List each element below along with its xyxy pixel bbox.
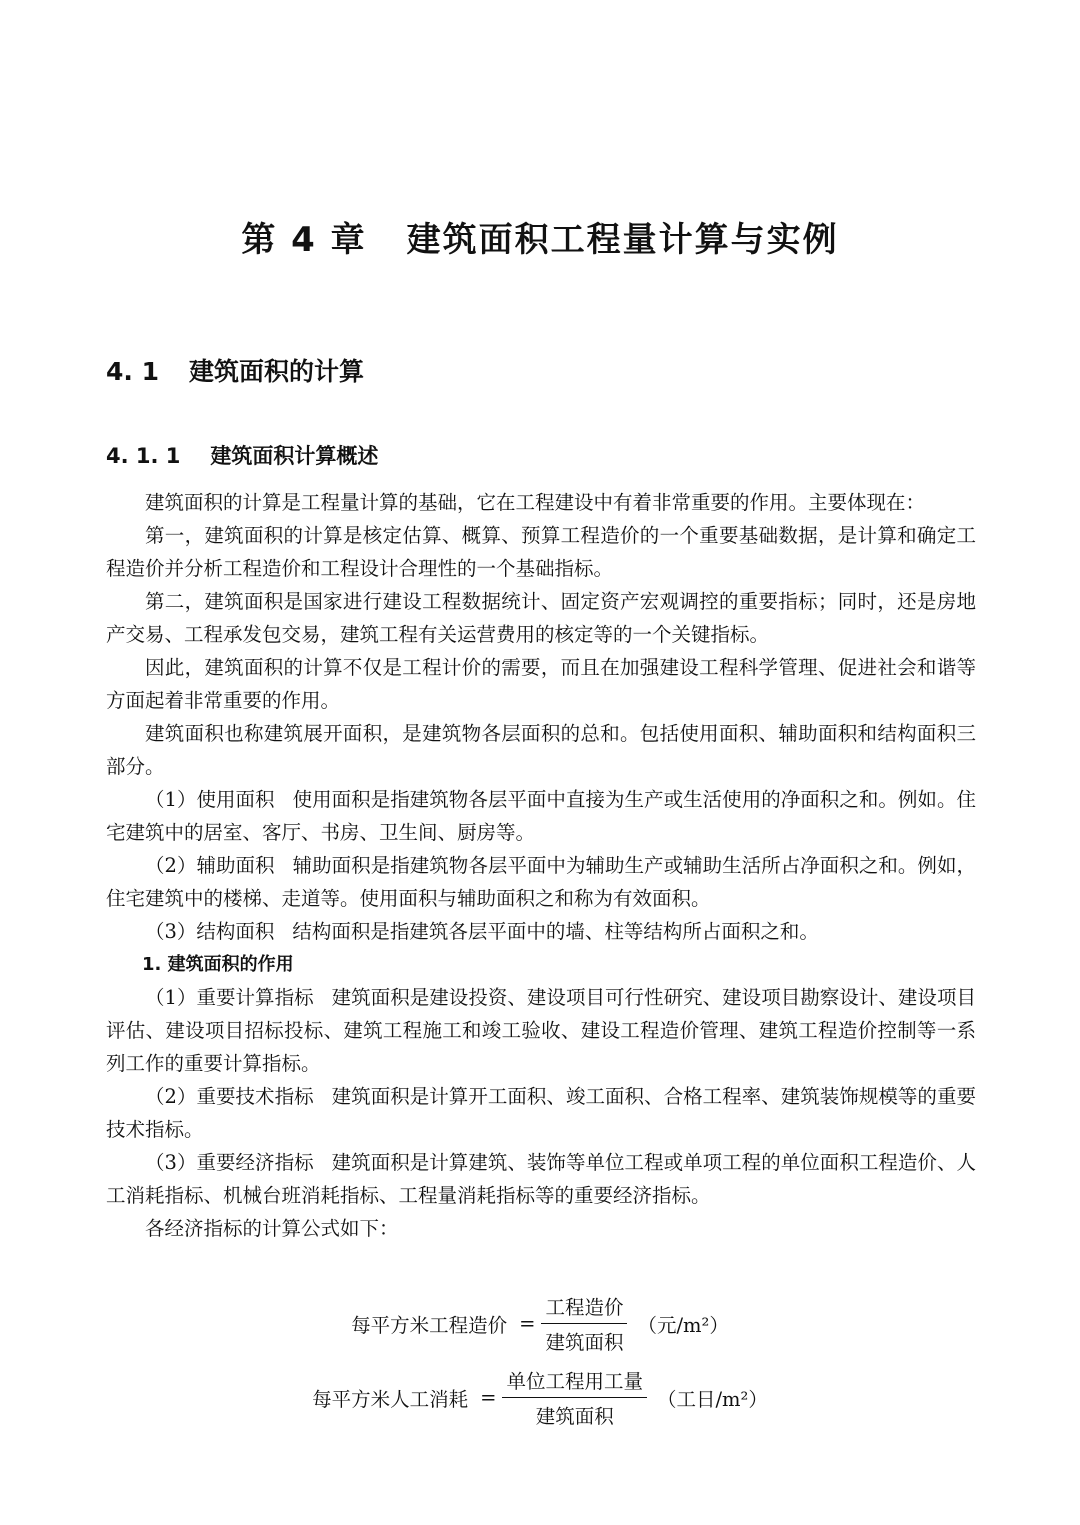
subsection-name: 建筑面积计算概述 bbox=[210, 444, 379, 468]
formula-lhs: 每平方米人工消耗 bbox=[312, 1387, 469, 1411]
item-label: （1）重要计算指标 bbox=[145, 986, 314, 1009]
item-label: （2）重要技术指标 bbox=[145, 1085, 314, 1108]
role-calculation-index bbox=[106, 981, 976, 1080]
formula-unit: （元/m²） bbox=[637, 1313, 729, 1337]
item-text: 结构面积是指建筑各层平面中的墙、柱等结构所占面积之和。 bbox=[292, 920, 819, 943]
subsection-heading bbox=[106, 438, 378, 474]
formula-numerator: 单位工程用工量 bbox=[502, 1366, 647, 1398]
item-label: （1）使用面积 bbox=[145, 788, 275, 811]
item-label: （3）结构面积 bbox=[145, 920, 275, 943]
subsection-number: 4. 1. 1 bbox=[106, 444, 181, 468]
formula-fraction bbox=[541, 1292, 627, 1355]
section-number: 4. 1 bbox=[106, 357, 159, 386]
formula-unit: （工日/m²） bbox=[656, 1387, 768, 1411]
formula-equals: = bbox=[519, 1312, 536, 1335]
chapter-name: 建筑面积工程量计算与实例 bbox=[406, 220, 839, 260]
formula-fraction bbox=[502, 1366, 647, 1429]
formula-cost-per-sqm bbox=[0, 1292, 1080, 1355]
role-technical-index bbox=[106, 1080, 976, 1146]
paragraph-first: 第一，建筑面积的计算是核定估算、概算、预算工程造价的一个重要基础数据，是计算和确定工程造价并分析工程造价和工程设计合理性的一个基础指标。 bbox=[106, 524, 976, 580]
section-name: 建筑面积的计算 bbox=[189, 357, 365, 386]
item-text: 辅助面积是指建筑物各层平面中为辅助生产或辅助生活所占净面积之和。例如，住宅建筑中的楼梯、走道等。使用面积与辅助面积之和称为有效面积。 bbox=[106, 854, 976, 910]
formula-labor-per-sqm bbox=[0, 1366, 1080, 1429]
section-heading bbox=[106, 352, 364, 392]
chapter-title bbox=[0, 212, 1080, 268]
formula-denominator: 建筑面积 bbox=[535, 1405, 614, 1428]
item-text: 建筑面积是计算开工面积、竣工面积、合格工程率、建筑装饰规模等的重要技术指标。 bbox=[106, 1085, 976, 1141]
formula-denominator: 建筑面积 bbox=[545, 1331, 624, 1354]
formula-equals: = bbox=[480, 1386, 497, 1409]
item-text: 建筑面积是计算建筑、装饰等单位工程或单项工程的单位面积工程造价、人工消耗指标、机械台班消耗指标、工程量消耗指标等的重要经济指标。 bbox=[106, 1151, 976, 1207]
heading-role: 1. 建筑面积的作用 bbox=[142, 954, 294, 975]
item-auxiliary-area bbox=[106, 849, 976, 915]
chapter-number: 第 4 章 bbox=[241, 220, 367, 260]
paragraph-therefore: 因此，建筑面积的计算不仅是工程计价的需要，而且在加强建设工程科学管理、促进社会和谐等方面起着非常重要的作用。 bbox=[106, 656, 976, 712]
item-label: （3）重要经济指标 bbox=[145, 1151, 314, 1174]
formula-lhs: 每平方米工程造价 bbox=[351, 1313, 508, 1337]
role-economic-index bbox=[106, 1146, 976, 1212]
item-structural-area bbox=[106, 915, 976, 948]
item-text: 使用面积是指建筑物各层平面中直接为生产或生活使用的净面积之和。例如。住宅建筑中的居室、客厅、书房、卫生间、厨房等。 bbox=[106, 788, 976, 844]
item-text: 建筑面积是建设投资、建设项目可行性研究、建设项目勘察设计、建设项目评估、建设项目招标投标、建筑工程施工和竣工验收、建设工程造价管理、建筑工程造价控制等一系列工作的重要计算指标。 bbox=[106, 986, 976, 1075]
body-text bbox=[106, 486, 976, 1245]
paragraph-formula-intro: 各经济指标的计算公式如下： bbox=[145, 1217, 399, 1240]
item-usable-area bbox=[106, 783, 976, 849]
formula-numerator: 工程造价 bbox=[541, 1292, 627, 1324]
paragraph-intro: 建筑面积的计算是工程量计算的基础，它在工程建设中有着非常重要的作用。主要体现在： bbox=[145, 491, 926, 514]
paragraph-second: 第二，建筑面积是国家进行建设工程数据统计、固定资产宏观调控的重要指标；同时，还是房地产交易、工程承发包交易，建筑工程有关运营费用的核定等的一个关键指标。 bbox=[106, 590, 976, 646]
item-label: （2）辅助面积 bbox=[145, 854, 275, 877]
paragraph-definition: 建筑面积也称建筑展开面积，是建筑物各层面积的总和。包括使用面积、辅助面积和结构面积三部分。 bbox=[106, 722, 976, 778]
